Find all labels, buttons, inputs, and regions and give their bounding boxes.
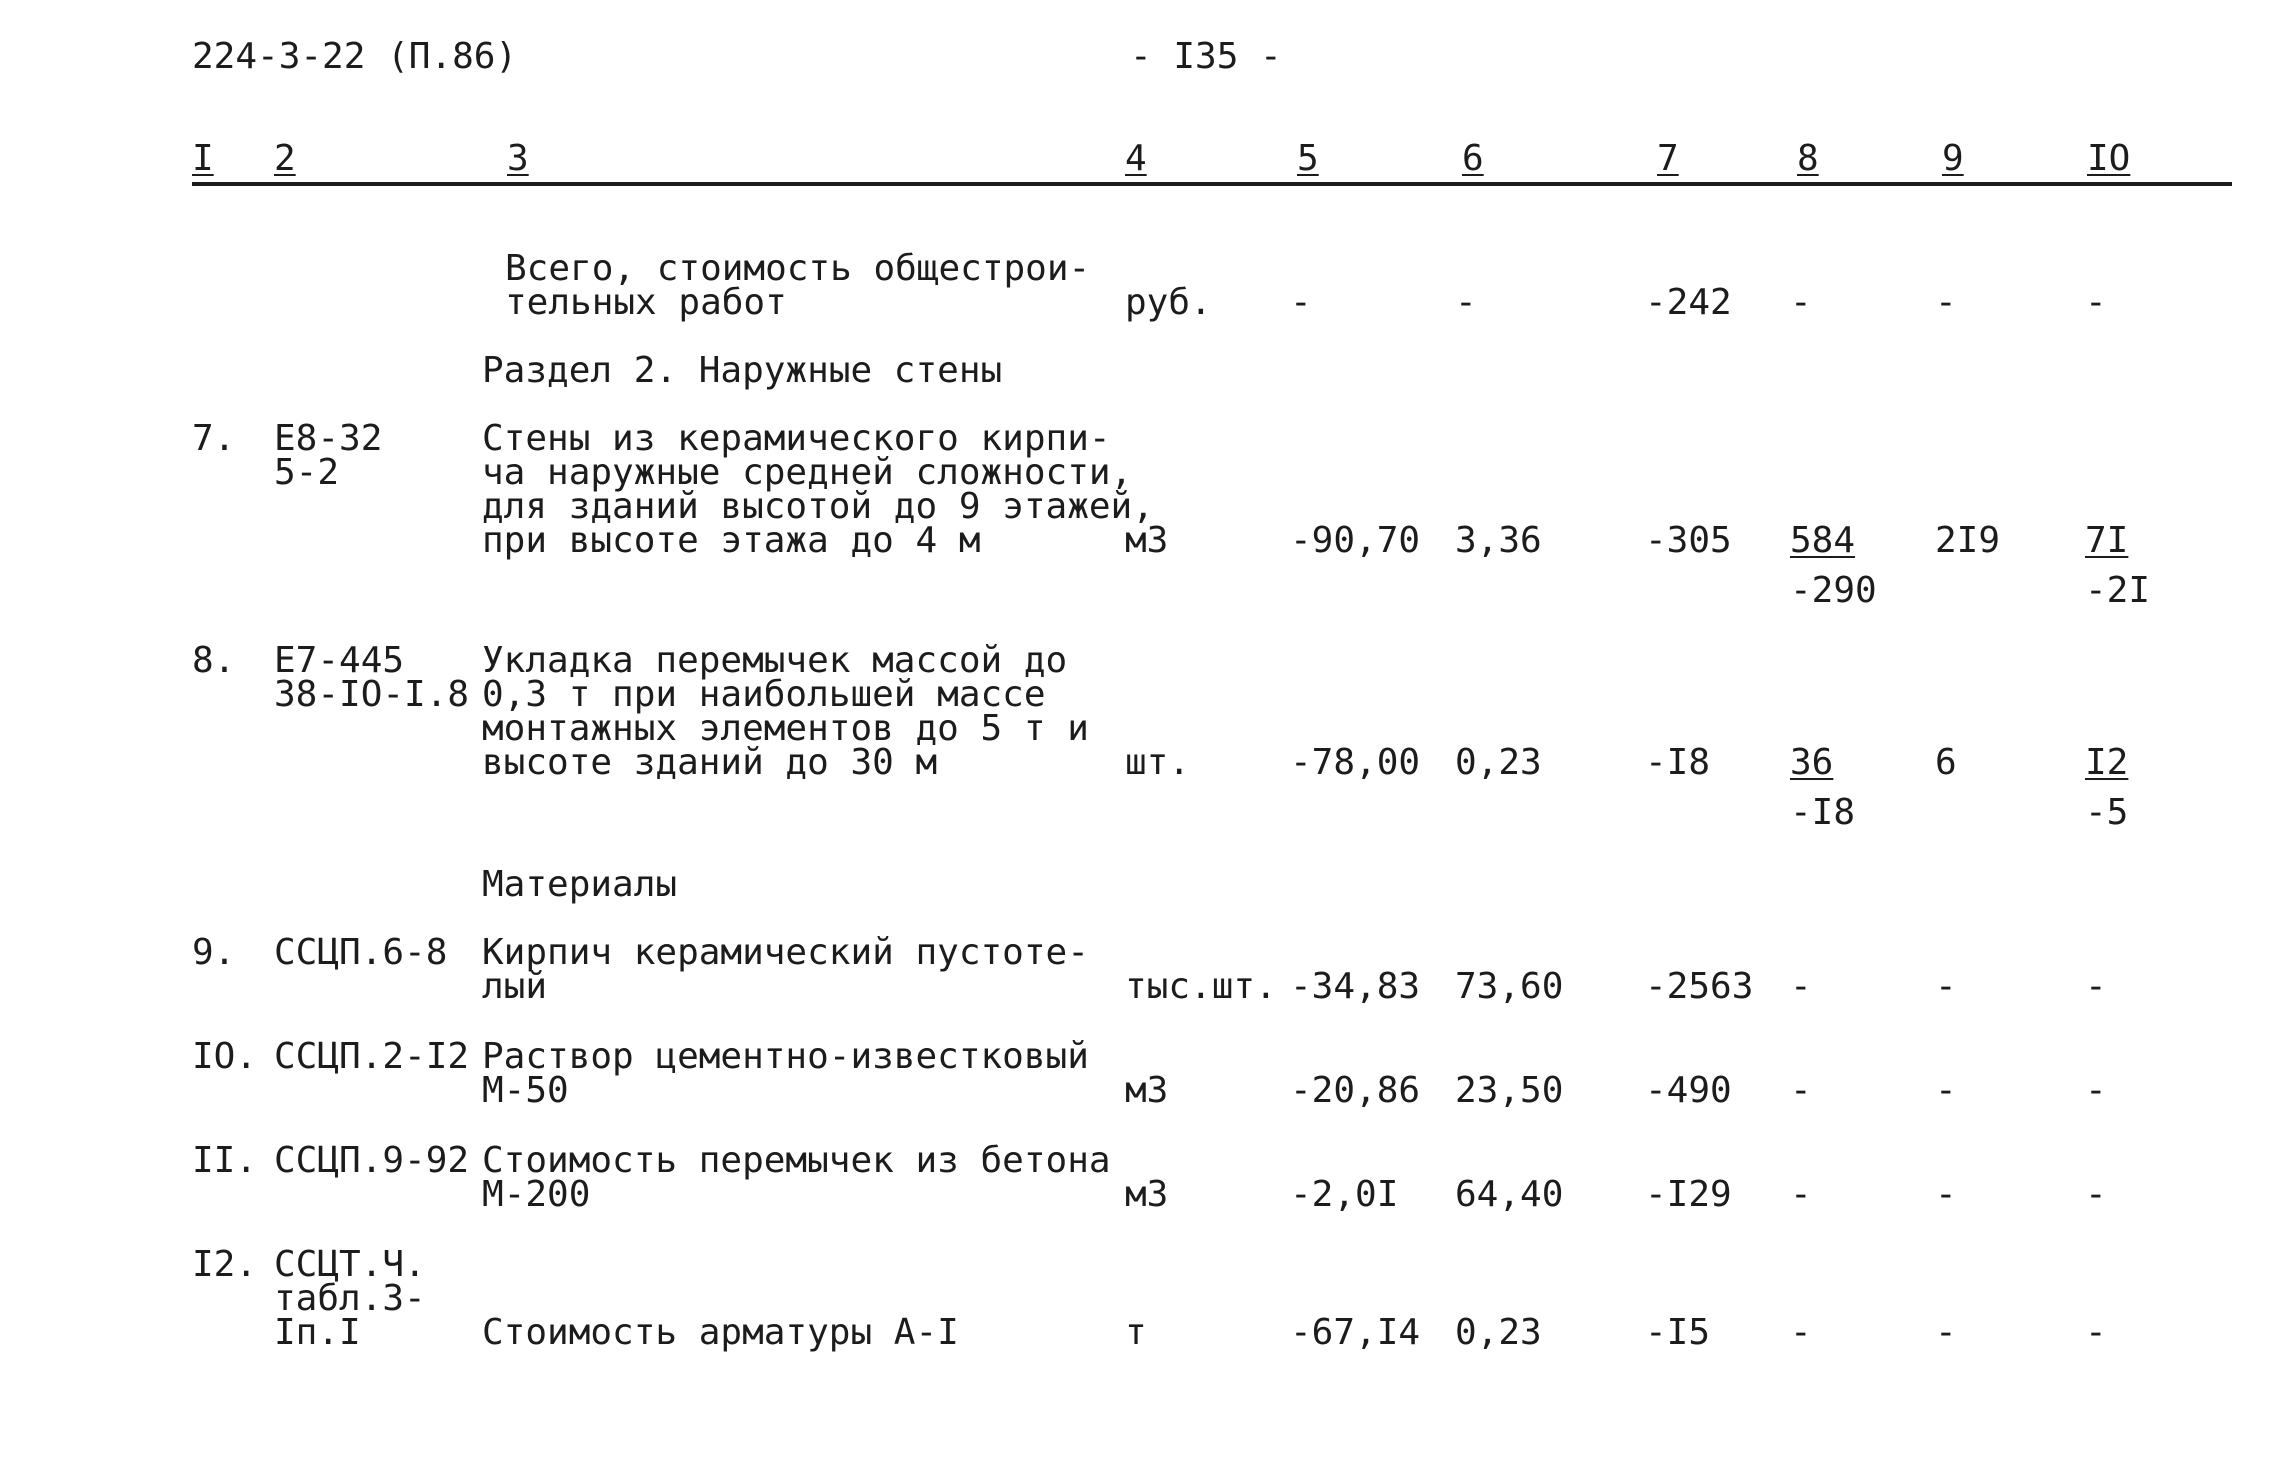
cell-9: 2I9 bbox=[1935, 520, 2001, 561]
cell-10-top: I2 bbox=[2085, 742, 2129, 783]
column-header-1: I bbox=[192, 138, 214, 179]
row-number: I2. bbox=[192, 1244, 258, 1285]
row-number: 7. bbox=[192, 418, 236, 459]
description-line: Укладка перемычек массой до bbox=[482, 640, 1068, 681]
cell-7: -I8 bbox=[1645, 742, 1711, 783]
unit-cell: шт. bbox=[1125, 742, 1191, 783]
cell-10-bottom: -5 bbox=[2085, 792, 2129, 833]
cell-10: - bbox=[2085, 1174, 2107, 1215]
column-header-10: IO bbox=[2087, 138, 2131, 179]
cell-6: 23,50 bbox=[1455, 1070, 1564, 1111]
description-line: М-50 bbox=[482, 1070, 569, 1111]
cell-8-bottom: -290 bbox=[1790, 570, 1877, 611]
section-title: Материалы bbox=[482, 864, 678, 905]
unit-cell: тыс.шт. bbox=[1125, 966, 1277, 1007]
description-line: Стены из керамического кирпи- bbox=[482, 418, 1111, 459]
cell-8: - bbox=[1790, 966, 1812, 1007]
description-line: для зданий высотой до 9 этажей, bbox=[482, 486, 1154, 527]
cell-10-bottom: -2I bbox=[2085, 570, 2151, 611]
cell-5: -90,70 bbox=[1290, 520, 1421, 561]
cell-6: 0,23 bbox=[1455, 1312, 1542, 1353]
rate-code-line: ССЦТ.Ч. bbox=[274, 1244, 426, 1285]
cell-9: - bbox=[1935, 1070, 1957, 1111]
column-header-3: 3 bbox=[507, 138, 529, 179]
rate-code: ССЦП.9-92 bbox=[274, 1140, 470, 1181]
description-line: Всего, стоимость общестрои- bbox=[505, 248, 1091, 289]
cell-8: - bbox=[1790, 282, 1812, 323]
description-line: 0,3 т при наибольшей массе bbox=[482, 674, 1046, 715]
rate-code-line: Е8-32 bbox=[274, 418, 383, 459]
cell-8: - bbox=[1790, 1312, 1812, 1353]
row-number: 9. bbox=[192, 932, 236, 973]
cell-10-top: 7I bbox=[2085, 520, 2129, 561]
cell-9: 6 bbox=[1935, 742, 1957, 783]
cell-7: -I5 bbox=[1645, 1312, 1711, 1353]
cell-6: 73,60 bbox=[1455, 966, 1564, 1007]
column-header-7: 7 bbox=[1657, 138, 1679, 179]
cell-8: - bbox=[1790, 1070, 1812, 1111]
cell-9: - bbox=[1935, 966, 1957, 1007]
column-header-9: 9 bbox=[1942, 138, 1964, 179]
cell-6: 64,40 bbox=[1455, 1174, 1564, 1215]
column-header-4: 4 bbox=[1125, 138, 1147, 179]
column-header-8: 8 bbox=[1797, 138, 1819, 179]
row-number: IO. bbox=[192, 1036, 258, 1077]
rate-code: ССЦП.2-I2 bbox=[274, 1036, 470, 1077]
description-line: лый bbox=[482, 966, 548, 1007]
cell-8-top: 36 bbox=[1790, 742, 1834, 783]
description-line: Стоимость арматуры А-I bbox=[482, 1312, 959, 1353]
cell-5: -34,83 bbox=[1290, 966, 1421, 1007]
cell-9: - bbox=[1935, 1174, 1957, 1215]
column-header-6: 6 bbox=[1462, 138, 1484, 179]
document-code: 224-3-22 (П.86) bbox=[192, 36, 518, 77]
page-number: - I35 - bbox=[1130, 36, 1282, 77]
description-line: Кирпич керамический пустоте- bbox=[482, 932, 1089, 973]
rate-code-line: Е7-445 bbox=[274, 640, 405, 681]
unit-cell: т bbox=[1125, 1312, 1147, 1353]
cell-7: -2563 bbox=[1645, 966, 1754, 1007]
cell-7: -305 bbox=[1645, 520, 1732, 561]
cell-10: - bbox=[2085, 1312, 2107, 1353]
column-header-5: 5 bbox=[1297, 138, 1319, 179]
row-number: 8. bbox=[192, 640, 236, 681]
rate-code-line: 5-2 bbox=[274, 452, 340, 493]
cell-10: - bbox=[2085, 282, 2107, 323]
header-rule bbox=[192, 182, 2232, 186]
unit-cell: м3 bbox=[1125, 1174, 1169, 1215]
cell-10: - bbox=[2085, 1070, 2107, 1111]
column-header-2: 2 bbox=[274, 138, 296, 179]
cell-5: -67,I4 bbox=[1290, 1312, 1421, 1353]
cell-6: 0,23 bbox=[1455, 742, 1542, 783]
cell-6: - bbox=[1455, 282, 1477, 323]
rate-code-line: Iп.I bbox=[274, 1312, 361, 1353]
description-line: монтажных элементов до 5 т и bbox=[482, 708, 1089, 749]
cell-5: -20,86 bbox=[1290, 1070, 1421, 1111]
cell-8-bottom: -I8 bbox=[1790, 792, 1856, 833]
unit-cell: м3 bbox=[1125, 520, 1169, 561]
description-line: высоте зданий до 30 м bbox=[482, 742, 938, 783]
cell-7: -490 bbox=[1645, 1070, 1732, 1111]
description-line: тельных работ bbox=[505, 282, 787, 323]
cell-10: - bbox=[2085, 966, 2107, 1007]
rate-code-line: 38-IO-I.8 bbox=[274, 674, 470, 715]
cell-5: - bbox=[1290, 282, 1312, 323]
description-line: при высоте этажа до 4 м bbox=[482, 520, 981, 561]
description-line: Стоимость перемычек из бетона bbox=[482, 1140, 1111, 1181]
section-title: Раздел 2. Наружные стены bbox=[482, 350, 1003, 391]
cell-7: -242 bbox=[1645, 282, 1732, 323]
cell-9: - bbox=[1935, 282, 1957, 323]
description-line: ча наружные средней сложности, bbox=[482, 452, 1133, 493]
cell-8: - bbox=[1790, 1174, 1812, 1215]
cell-9: - bbox=[1935, 1312, 1957, 1353]
cell-7: -I29 bbox=[1645, 1174, 1732, 1215]
cell-5: -78,00 bbox=[1290, 742, 1421, 783]
row-number: II. bbox=[192, 1140, 258, 1181]
rate-code: ССЦП.6-8 bbox=[274, 932, 448, 973]
cell-5: -2,0I bbox=[1290, 1174, 1399, 1215]
description-line: Раствор цементно-известковый bbox=[482, 1036, 1089, 1077]
cell-6: 3,36 bbox=[1455, 520, 1542, 561]
unit-cell: м3 bbox=[1125, 1070, 1169, 1111]
rate-code-line: табл.3- bbox=[274, 1278, 426, 1319]
cell-8-top: 584 bbox=[1790, 520, 1856, 561]
description-line: М-200 bbox=[482, 1174, 591, 1215]
unit-cell: руб. bbox=[1125, 282, 1212, 323]
